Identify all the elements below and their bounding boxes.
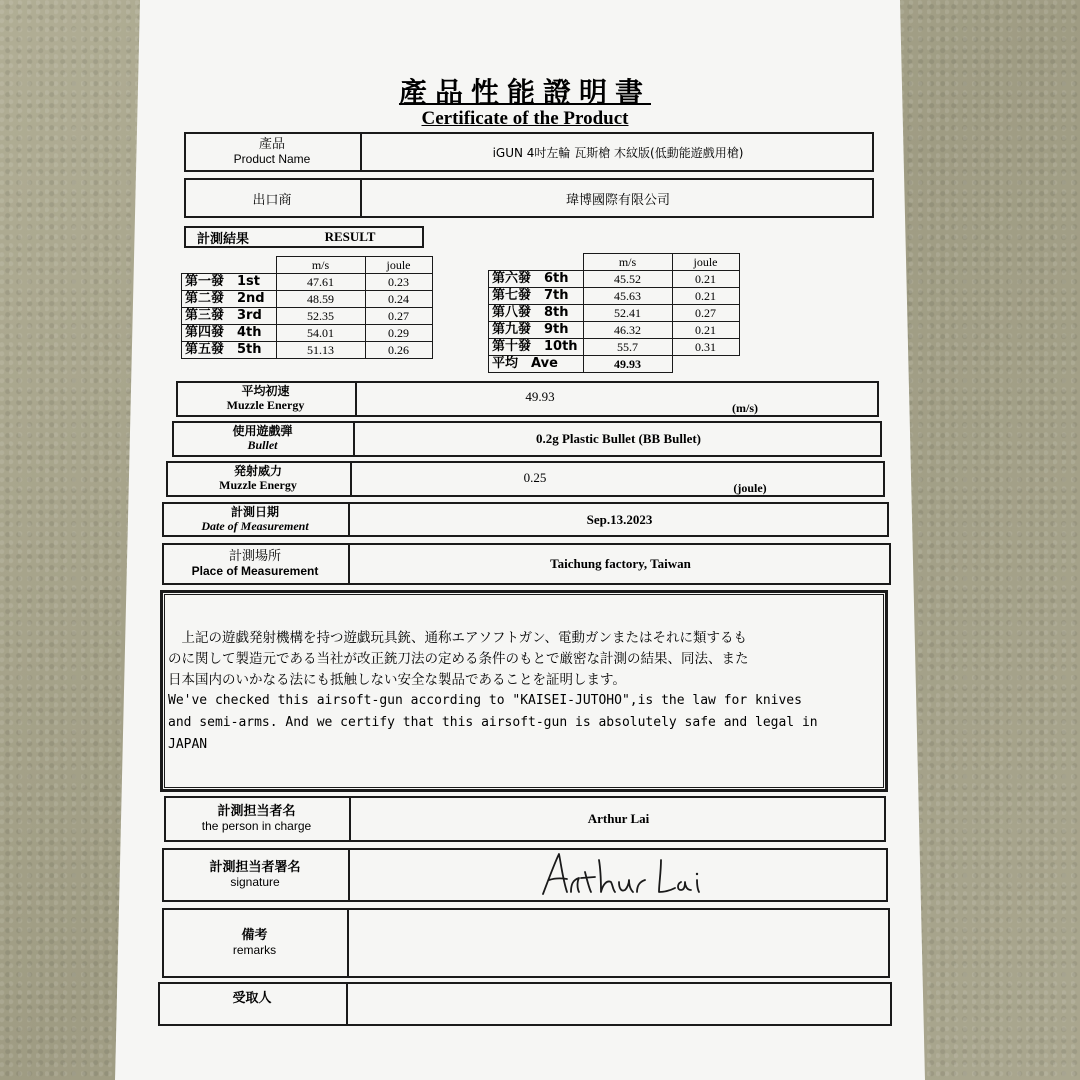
energy-value: 0.25 bbox=[523, 470, 547, 485]
table-row: 第十發 10th 55.7 0.31 bbox=[489, 339, 740, 356]
velocity-value: 49.93 bbox=[525, 389, 555, 404]
statement-jp-2: のに関して製造元である当社が改正銃刀法の定める条件のもとで厳密な計測の結果、同法、また bbox=[168, 651, 749, 667]
statement-en-1: We've checked this airsoft-gun according to "KAISEI-JUTOHO",is the law for knives bbox=[168, 693, 802, 708]
remarks-value bbox=[349, 908, 890, 978]
place-label: 計測場所 Place of Measurement bbox=[191, 548, 319, 578]
product-value: iGUN 4吋左輪 瓦斯槍 木紋版(低動能遊戲用槍) bbox=[492, 145, 744, 160]
table-row: 第四發 4th 54.01 0.29 bbox=[182, 325, 433, 342]
statement-en-3: JAPAN bbox=[168, 737, 208, 752]
person-label: 計測担当者名 the person in charge bbox=[201, 803, 312, 833]
title-jp: 產品性能證明書 bbox=[398, 76, 651, 109]
average-row: 平均 Ave 49.93 bbox=[489, 356, 740, 373]
results-left-table bbox=[181, 256, 433, 359]
table-row: 第二發 2nd 48.59 0.24 bbox=[182, 291, 433, 308]
table-row: 第五發 5th 51.13 0.26 bbox=[182, 342, 433, 359]
table-row: 第一發 1st 47.61 0.23 bbox=[182, 274, 433, 291]
energy-unit: (joule) bbox=[733, 480, 767, 495]
col-joule: joule bbox=[365, 257, 432, 274]
results-right-table: m/s joule 第六發 6th 45.52 0.21 第七發 7th 45.63 0.21 第八發 8th 52.41 0.27 第九發 9th 46.32 0.21 第十發 10th 55.7 0.31 平均 Ave 49.93 bbox=[488, 253, 740, 373]
bullet-value: 0.2g Plastic Bullet (BB Bullet) bbox=[535, 431, 702, 446]
energy-label: 発射威力 Muzzle Energy bbox=[219, 464, 297, 492]
statement-text bbox=[168, 628, 882, 755]
table-row: 第七發 7th 45.63 0.21 bbox=[489, 288, 740, 305]
col-ms: m/s bbox=[276, 257, 365, 274]
recipient-label: 受取人 bbox=[232, 990, 272, 1006]
table-row: 第六發 6th 45.52 0.21 bbox=[489, 271, 740, 288]
bullet-label: 使用遊戲弾 Bullet bbox=[232, 424, 293, 452]
velocity-label: 平均初速 Muzzle Energy bbox=[226, 384, 305, 412]
recipient-value bbox=[348, 982, 892, 1026]
product-label: 產品 Product Name bbox=[233, 136, 311, 166]
result-header-en: RESULT bbox=[324, 229, 376, 244]
statement-en-2: and semi-arms. And we certify that this airsoft-gun is absolutely safe and legal in bbox=[168, 715, 818, 730]
statement-jp-3: 日本国内のいかなる法にも抵触しない安全な製品であることを証明します。 bbox=[168, 672, 626, 688]
result-header-jp: 計測結果 bbox=[196, 231, 249, 247]
date-value: Sep.13.2023 bbox=[586, 511, 653, 527]
place-value: Taichung factory, Taiwan bbox=[550, 556, 691, 571]
date-label: 計測日期 Date of Measurement bbox=[201, 504, 309, 533]
signature-image bbox=[535, 848, 705, 902]
signature-label: 計測担当者署名 signature bbox=[209, 859, 301, 889]
exporter-label: 出口商 bbox=[252, 192, 292, 208]
title-en: Certificate of the Product bbox=[421, 108, 629, 129]
table-row: 第三發 3rd 52.35 0.27 bbox=[182, 308, 433, 325]
table-row: 第九發 9th 46.32 0.21 bbox=[489, 322, 740, 339]
statement-jp-1: 上記の遊戯発射機構を持つ遊戯玩具銃、通称エアソフトガン、電動ガンまたはそれに類するも bbox=[168, 630, 748, 646]
velocity-unit: (m/s) bbox=[732, 400, 758, 415]
remarks-label: 備考 remarks bbox=[232, 927, 277, 957]
table-row: 第八發 8th 52.41 0.27 bbox=[489, 305, 740, 322]
person-value: Arthur Lai bbox=[587, 811, 650, 826]
exporter-value: 瑋博國際有限公司 bbox=[565, 192, 670, 208]
